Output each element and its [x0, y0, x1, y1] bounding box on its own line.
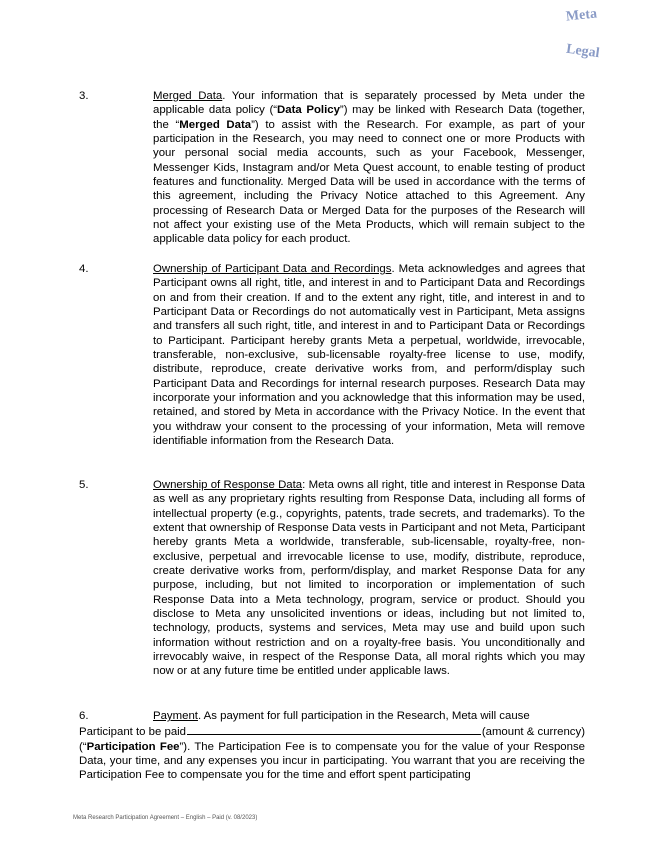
section-number: 6.: [79, 710, 89, 722]
section-text: (“: [79, 740, 87, 753]
section-merged-data: [79, 89, 585, 247]
meta-legal-stamp-meta: Meta: [565, 6, 598, 25]
section-number: 5.: [79, 479, 89, 491]
section-text: ”). The Participation Fee is to compensate you for the value of your Response Data, your time, and any expenses you incur in participating. You warrant that you are receiving the Participation Fee to compensate you for the time and effort spent participating: [79, 740, 585, 782]
section-payment: [79, 709, 585, 783]
section-ownership-participant-data: [79, 262, 585, 448]
section-text: : Meta owns all right, title and interest in Response Data as well as any proprietary rights resulting from Response Data, including all forms of intellectual property (e.g., copyrights, patents, trade secrets, and trademarks). To the extent that ownership of Response Data vests in Participant and not Meta, Participant hereby grants Meta a worldwide, transferable, sub-licensable, royalty-free, non-exclusive, perpetual and irrevocable license to use, modify, distribute, reproduce, create derivative works from, perform/display, and market Response Data for any purpose, including, but not limited to incorporation or implementation of such Response Data into a Meta technology, program, service or product. Should you disclose to Meta any unsolicited inventions or ideas, including but not limited to, technology, products, systems and services, Meta may use and build upon such information without restriction and on a royalty-free basis. You unconditionally and irrevocably waive, in respect of the Response Data, all moral rights which you may now or at any future time be entitled under applicable laws.: [153, 479, 586, 678]
section-text: (amount & currency): [481, 726, 585, 739]
defined-term: Data Policy: [277, 104, 340, 117]
section-text: Participant to be paid: [79, 726, 187, 739]
section-text: . Meta acknowledges and agrees that Participant owns all right, title, and interest in and to Participant Data and Recordings on and from their creation. If and to the extent any right, title, and interest in and to Participant Data or Recordings do not automatically vest in Participant, Meta assigns and transfers all such right, title, and interest in and to Participant Data or Recordings to Participant. Participant hereby grants Meta a perpetual, worldwide, irrevocable, transferable, non-exclusive, sub-licensable royalty-free license to use, modify, distribute, reproduce, create derivative works from, and perform/display such Participant Data and Recordings for internal research purposes. Research Data may incorporate your information and you acknowledge that this information may be used, retained, and stored by Meta in accordance with the Privacy Notice. In the event that you withdraw your consent to the processing of your information, Meta will remove identifiable information from the Research Data.: [153, 263, 585, 448]
section-body: [153, 89, 585, 247]
section-text: ”) to assist with the Research. For example, as part of your participation in the Research, you may need to connect one or more Products with your personal social media accounts, such as your Facebook, Messenger, Messenger Kids, Instagram and/or Meta Quest account, to enable testing of product features and functionality. Merged Data will be used in accordance with the terms of this agreement, including the Privacy Notice attached to this Agreement. Any processing of Research Data or Merged Data for the purposes of the Research will not affect your existing use of the Meta Products, which will remain subject to the applicable data policy for each product.: [153, 118, 585, 246]
section-text: . Your information that is separately processed by Meta under the applicable data policy (“: [153, 90, 585, 117]
section-text: . As payment for full participation in the Research, Meta will cause: [197, 710, 530, 722]
section-heading: Payment: [153, 710, 198, 722]
section-heading: Ownership of Response Data: [153, 479, 303, 491]
section-ownership-response-data: [79, 478, 585, 679]
defined-term: Participation Fee: [86, 740, 180, 753]
defined-term: Merged Data: [179, 118, 252, 131]
section-text: ”) may be linked with Research Data (together, the “: [153, 104, 585, 131]
section-heading: Merged Data: [153, 90, 223, 102]
section-number: 4.: [79, 263, 89, 275]
section-number: 3.: [79, 90, 89, 102]
section-body: [153, 478, 585, 679]
meta-legal-stamp-legal: Legal: [565, 41, 601, 62]
amount-blank-line[interactable]: [187, 723, 481, 735]
page-footer: Meta Research Participation Agreement – English – Paid (v. 08/2023): [73, 815, 258, 821]
section-heading: Ownership of Participant Data and Recordings: [153, 263, 392, 275]
section-body: [153, 262, 585, 448]
